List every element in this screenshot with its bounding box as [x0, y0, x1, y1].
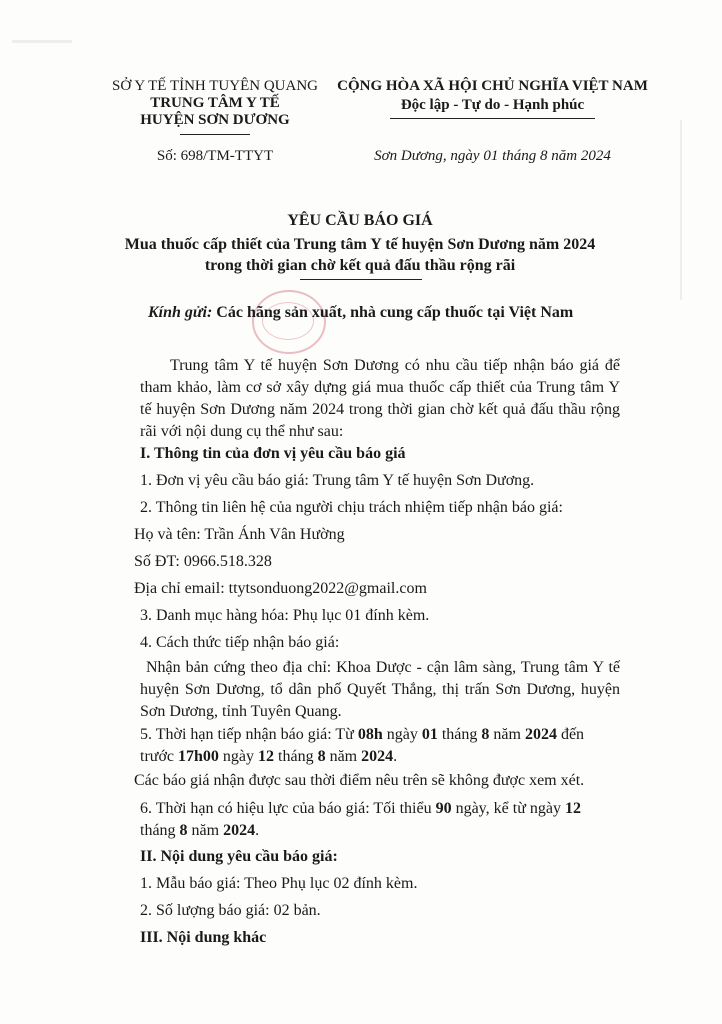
doc-number: Số: 698/TM-TTYT — [156, 148, 274, 164]
section-1-item-4: 4. Cách thức tiếp nhận báo giá: — [140, 634, 340, 651]
place-date: Sơn Dương, ngày 01 tháng 8 năm 2024 — [374, 148, 611, 164]
section-2-heading: II. Nội dung yêu cầu báo giá: — [140, 848, 338, 865]
recipient-line — [148, 304, 628, 322]
section-1-item-1: 1. Đơn vị yêu cầu báo giá: Trung tâm Y tế huyện Sơn Dương. — [140, 472, 535, 489]
intro-paragraph: Trung tâm Y tế huyện Sơn Dương có nhu cầu tiếp nhận báo giá để tham khảo, làm cơ sở xây dựng giá mua thuốc cấp thiết của Trung tâm Y tế huyện Sơn Dương năm 2024 trong thời gian chờ kết quả đấu thầu rộng rãi với nội dung cụ thể như sau: — [140, 357, 620, 440]
recipient-text: Các hãng sản xuất, nhà cung cấp thuốc tại Việt Nam — [216, 304, 574, 321]
agency-parent: SỞ Y TẾ TỈNH TUYÊN QUANG — [112, 78, 318, 94]
motto-underline — [390, 118, 595, 119]
scan-artifact — [680, 120, 682, 300]
title-underline — [300, 279, 422, 280]
section-1-item-3: 3. Danh mục hàng hóa: Phụ lục 01 đính kèm. — [140, 607, 430, 624]
national-motto: Độc lập - Tự do - Hạnh phúc — [400, 97, 585, 113]
scan-artifact — [12, 40, 72, 43]
late-submission-note: Các báo giá nhận được sau thời điểm nêu trên sẽ không được xem xét. — [134, 772, 585, 789]
section-2-item-1: 1. Mẫu báo giá: Theo Phụ lục 02 đính kèm. — [140, 875, 418, 892]
receiving-address: Nhận bản cứng theo địa chỉ: Khoa Dược - cận lâm sàng, Trung tâm Y tế huyện Sơn Dương, tổ dân phố Quyết Thắng, thị trấn Sơn Dương, huyện Sơn Dương, tỉnh Tuyên Quang. — [140, 659, 620, 720]
section-1-heading: I. Thông tin của đơn vị yêu cầu báo giá — [140, 445, 406, 462]
section-3-heading: III. Nội dung khác — [140, 929, 267, 946]
seal-stamp — [252, 290, 326, 354]
agency-name-2: HUYỆN SƠN DƯƠNG — [140, 112, 290, 128]
section-2-item-2: 2. Số lượng báo giá: 02 bản. — [140, 902, 321, 919]
document-subtitle-1: Mua thuốc cấp thiết của Trung tâm Y tế huyện Sơn Dương năm 2024 — [124, 236, 596, 253]
national-title: CỘNG HÒA XÃ HỘI CHỦ NGHĨA VIỆT NAM — [337, 78, 648, 94]
header-left — [100, 78, 330, 129]
header-left-underline — [180, 134, 250, 135]
contact-email: Địa chỉ email: ttytsonduong2022@gmail.com — [134, 580, 427, 597]
agency-name: TRUNG TÂM Y TẾ — [150, 95, 280, 111]
document-title: YÊU CẦU BÁO GIÁ — [287, 212, 433, 229]
section-1-item-6: 6. Thời hạn có hiệu lực của báo giá: Tối thiểu 90 ngày, kể từ ngày 12 tháng 8 năm 2024. — [140, 800, 581, 839]
contact-phone: Số ĐT: 0966.518.328 — [134, 553, 272, 570]
section-1-item-2: 2. Thông tin liên hệ của người chịu trách nhiệm tiếp nhận báo giá: — [140, 499, 563, 516]
contact-name: Họ và tên: Trần Ánh Vân Hường — [134, 526, 345, 543]
recipient-label: Kính gửi: — [148, 304, 213, 321]
document-subtitle-2: trong thời gian chờ kết quả đấu thầu rộng rãi — [204, 257, 516, 274]
section-1-item-5: 5. Thời hạn tiếp nhận báo giá: Từ 08h ngày 01 tháng 8 năm 2024 đến trước 17h00 ngày 12 tháng 8 năm 2024. — [140, 726, 585, 765]
